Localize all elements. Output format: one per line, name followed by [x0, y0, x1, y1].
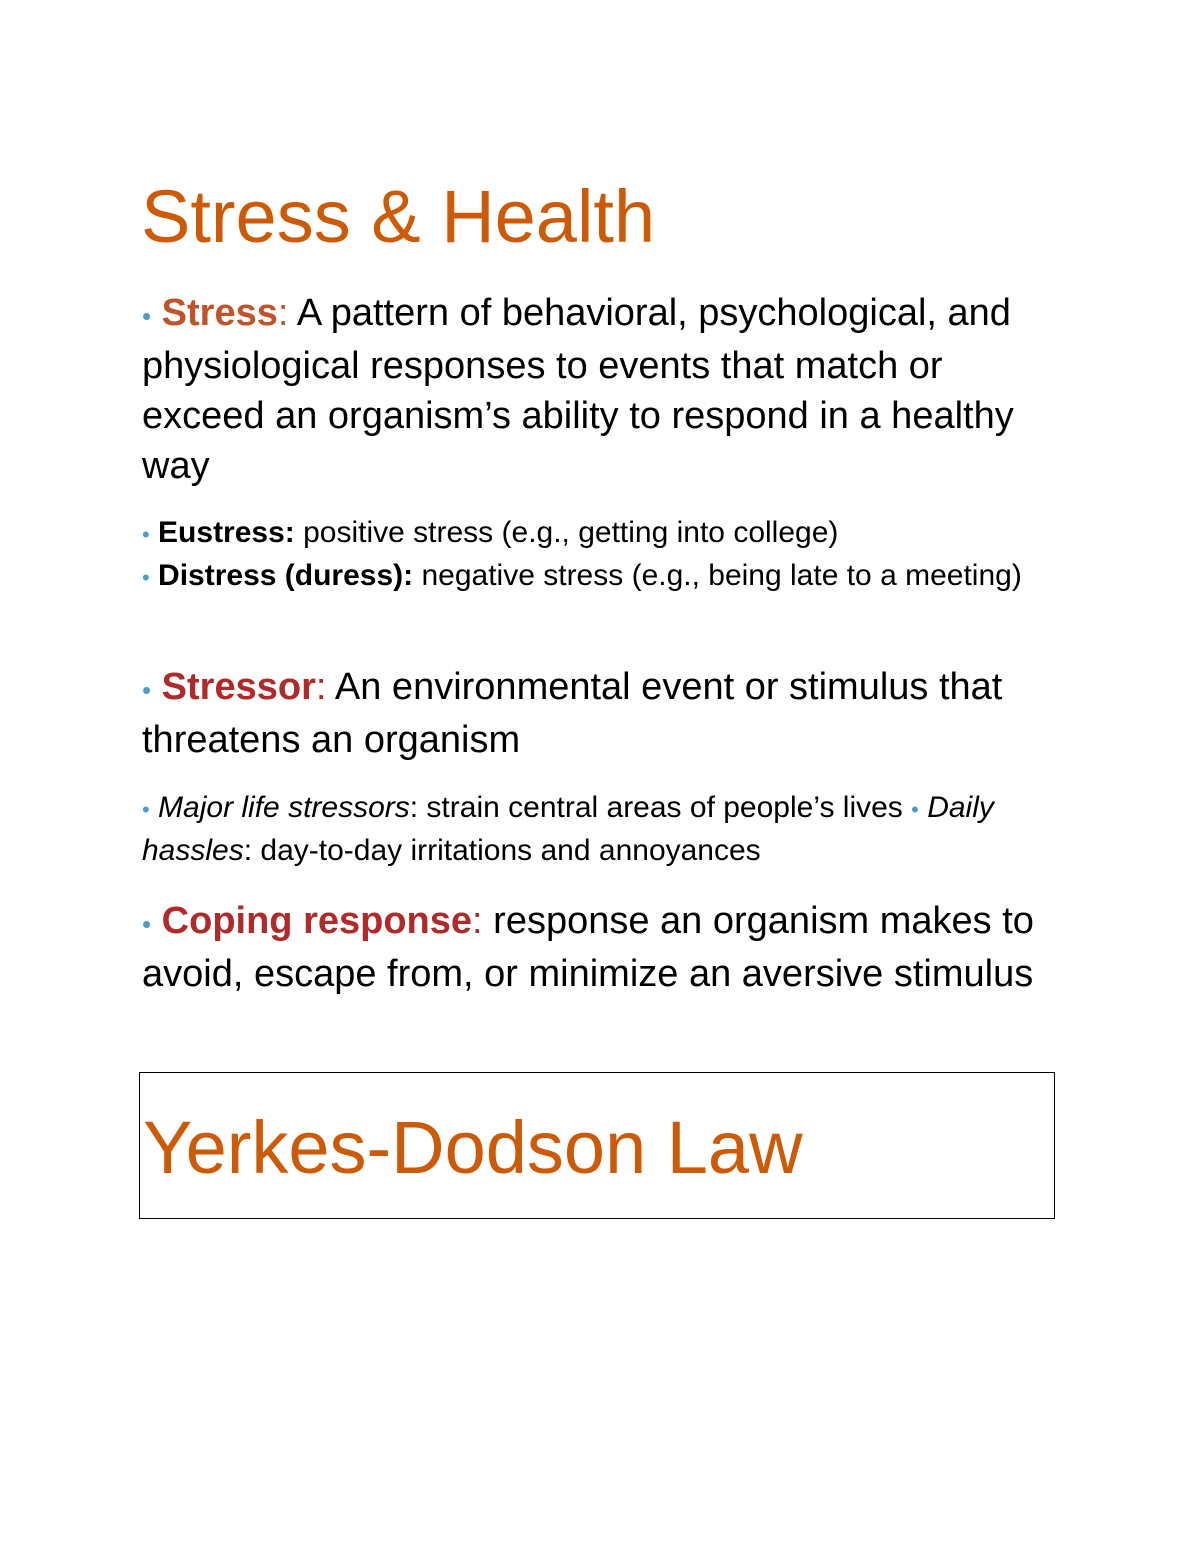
term-colon: : — [277, 292, 289, 334]
bullet-icon: • — [142, 675, 152, 705]
yerkes-dodson-box — [139, 1072, 1055, 1219]
term-daily-hassles: Daily hassles — [142, 791, 994, 867]
bullet-icon: • — [142, 565, 150, 590]
stressor-definition-text: An environmental event or stimulus that threatens an organism — [142, 666, 1003, 761]
box-title: Yerkes-Dodson Law — [143, 1106, 803, 1189]
distress-text: negative stress (e.g., being late to a meeting) — [413, 559, 1022, 592]
page-title: Stress & Health — [141, 175, 656, 258]
stressor-definition — [142, 662, 1072, 765]
term-coping-response: Coping response — [161, 900, 473, 942]
daily-hassles-text: : day-to-day irritations and annoyances — [243, 834, 761, 867]
term-eustress: Eustress: — [158, 516, 295, 549]
term-major-life-stressors: Major life stressors — [158, 791, 410, 824]
term-stressor: Stressor — [161, 666, 316, 708]
bullet-icon: • — [142, 522, 150, 547]
bullet-icon: • — [142, 301, 152, 331]
bullet-icon: • — [142, 909, 152, 939]
stress-definition — [142, 288, 1072, 491]
bullet-icon: • — [142, 797, 150, 822]
major-life-stressors-text: : strain central areas of people’s lives — [409, 791, 912, 824]
term-colon: : — [315, 666, 327, 708]
coping-definition — [142, 896, 1072, 999]
bullet-icon: • — [911, 797, 919, 822]
term-stress: Stress — [161, 292, 278, 334]
term-distress: Distress (duress): — [158, 559, 414, 592]
stress-definition-text: A pattern of behavioral, psychological, and physiological responses to events that match or exceed an organism’s ability to respond in a healthy way — [142, 292, 1014, 487]
stressor-types — [142, 787, 1072, 871]
coping-definition-text: response an organism makes to avoid, escape from, or minimize an aversive stimulus — [142, 900, 1034, 995]
stress-types — [142, 512, 1072, 598]
term-colon: : — [472, 900, 483, 942]
eustress-text: positive stress (e.g., getting into college) — [294, 516, 839, 549]
